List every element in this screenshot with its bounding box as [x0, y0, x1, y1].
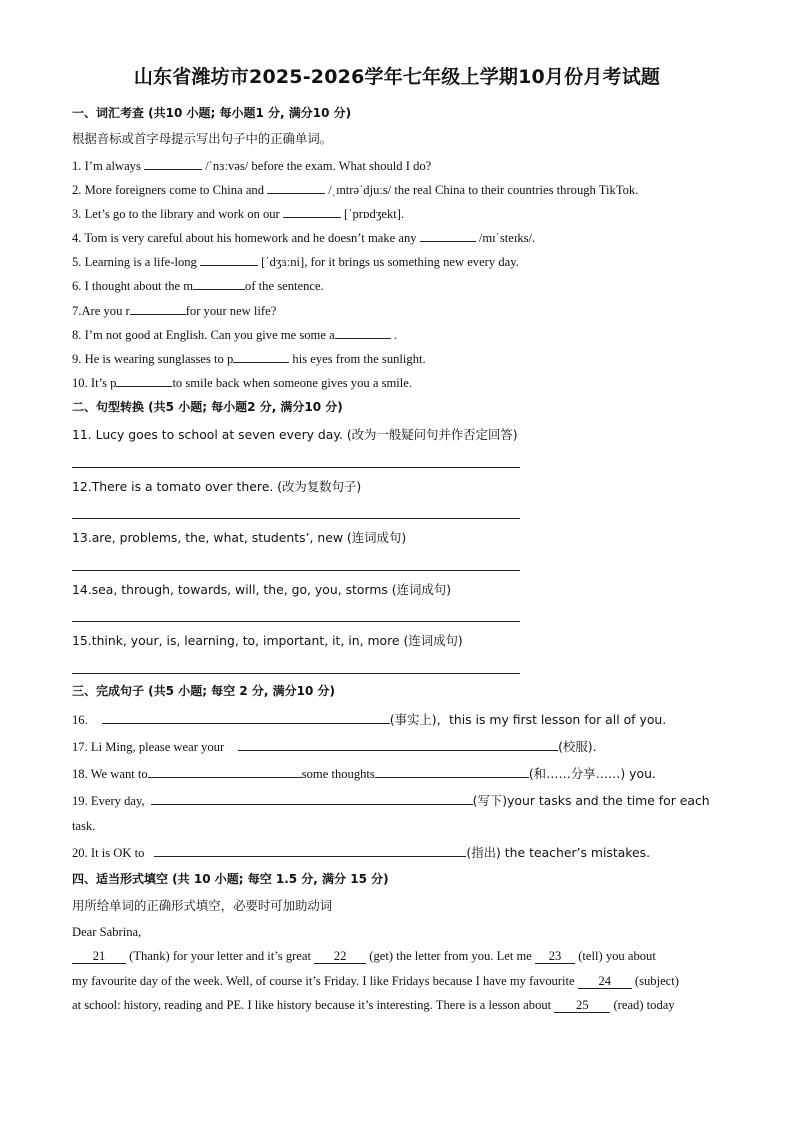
- question-text: of the sentence.: [245, 279, 324, 293]
- answer-line[interactable]: [72, 467, 520, 468]
- question-hint: (写下)your tasks and the time for each: [472, 793, 710, 808]
- passage-text: (read) today: [610, 998, 675, 1012]
- passage-text: (subject): [631, 974, 679, 988]
- question-text: 6. I thought about the m: [72, 279, 194, 293]
- question-text: .: [390, 328, 397, 342]
- question-5: [72, 253, 519, 270]
- question-9: [72, 350, 426, 367]
- question-text: his eyes from the sunlight.: [289, 352, 426, 366]
- section-heading-complete-sentences: 三、完成句子 (共5 小题; 每空 2 分, 满分10 分): [72, 684, 335, 698]
- answer-blank[interactable]: [335, 326, 391, 339]
- passage-text: my favourite day of the week. Well, of course it’s Friday. I like Fridays because I have my favourite: [72, 974, 578, 988]
- passage-line-3: [72, 997, 675, 1013]
- passage-text: (get) the letter from you. Let me: [366, 949, 536, 963]
- blank-22[interactable]: 22: [314, 949, 366, 964]
- question-14: 14.sea, through, towards, will, the, go, you, storms (连词成句): [72, 582, 452, 597]
- question-18: [72, 765, 656, 782]
- question-text: /ˈnɜːvəs/ before the exam. What should I do?: [202, 159, 432, 173]
- answer-line[interactable]: [72, 621, 520, 622]
- answer-blank[interactable]: [375, 765, 529, 778]
- answer-blank[interactable]: [233, 350, 289, 363]
- blank-23[interactable]: 23: [535, 949, 575, 964]
- question-text: 1. I’m always: [72, 159, 145, 173]
- section-instruction: 根据音标或首字母提示写出句子中的正确单词。: [72, 131, 333, 146]
- question-10: [72, 374, 412, 391]
- question-text: 20. It is OK to: [72, 846, 145, 860]
- question-text: 17. Li Ming, please wear your: [72, 740, 225, 754]
- section-heading-sentence-transformation: 二、句型转换 (共5 小题; 每小题2 分, 满分10 分): [72, 400, 343, 414]
- question-text: 9. He is wearing sunglasses to p: [72, 352, 234, 366]
- question-text: [ˈdʒɜːni], for it brings us something new every day.: [258, 255, 519, 269]
- question-text: some thoughts: [301, 767, 375, 781]
- question-8: [72, 326, 397, 343]
- blank-21[interactable]: 21: [72, 949, 126, 964]
- answer-blank[interactable]: [420, 229, 476, 242]
- section-heading-word-forms: 四、适当形式填空 (共 10 小题; 每空 1.5 分, 满分 15 分): [72, 872, 389, 886]
- question-text: /mɪˈsteɪks/.: [475, 231, 536, 245]
- answer-line[interactable]: [72, 570, 520, 571]
- question-15: 15.think, your, is, learning, to, important, it, in, more (连词成句): [72, 633, 463, 648]
- question-text: for your new life?: [185, 304, 277, 318]
- blank-24[interactable]: 24: [578, 974, 632, 989]
- answer-line[interactable]: [72, 518, 520, 519]
- answer-blank[interactable]: [193, 277, 245, 290]
- question-4: [72, 229, 535, 246]
- question-11: 11. Lucy goes to school at seven every day. (改为一般疑问句并作否定回答): [72, 427, 518, 442]
- answer-blank[interactable]: [154, 844, 466, 857]
- question-text: /ˌɪntrəˈdjuːs/ the real China to their countries through TikTok.: [325, 183, 639, 197]
- blank-25[interactable]: 25: [554, 998, 610, 1013]
- page-title: 山东省潍坊市2025-2026学年七年级上学期10月份月考试题: [133, 66, 661, 88]
- question-hint: (事实上): [389, 712, 437, 727]
- question-number: 16.: [72, 713, 88, 727]
- question-3: [72, 205, 404, 222]
- question-text: 7.Are you r: [72, 304, 130, 318]
- answer-blank[interactable]: [267, 181, 325, 194]
- answer-blank[interactable]: [130, 302, 186, 315]
- question-16: [72, 711, 666, 728]
- passage-line-2: [72, 973, 679, 989]
- question-hint: (指出) the teacher’s mistakes.: [466, 845, 651, 860]
- section-instruction: 用所给单词的正确形式填空，必要时可加助动词: [72, 898, 333, 913]
- passage-text: (Thank) for your letter and it’s great: [126, 949, 315, 963]
- question-19-continued: task.: [72, 819, 96, 833]
- question-1: [72, 157, 431, 174]
- question-text: 5. Learning is a life-long: [72, 255, 200, 269]
- question-7: [72, 302, 276, 319]
- question-hint: (校服).: [558, 739, 597, 754]
- question-13: 13.are, problems, the, what, students’, new (连词成句): [72, 530, 407, 545]
- answer-blank[interactable]: [151, 792, 473, 805]
- question-text: 18. We want to: [72, 767, 148, 781]
- passage-text: at school: history, reading and PE. I like history because it’s interesting. There is a lesson about: [72, 998, 555, 1012]
- question-text: 19. Every day,: [72, 794, 145, 808]
- answer-blank[interactable]: [148, 765, 302, 778]
- question-20: [72, 844, 650, 861]
- question-text: to smile back when someone gives you a smile.: [172, 376, 413, 390]
- question-text: 3. Let’s go to the library and work on our: [72, 207, 283, 221]
- question-text: [ˈprɒdʒekt].: [340, 207, 405, 221]
- answer-line[interactable]: [72, 673, 520, 674]
- question-17: [72, 738, 597, 755]
- answer-blank[interactable]: [116, 374, 172, 387]
- section-heading-vocabulary: 一、词汇考查 (共10 小题; 每小题1 分, 满分10 分): [72, 106, 352, 120]
- question-text: ，this is my first lesson for all of you.: [436, 712, 667, 727]
- question-text: 8. I’m not good at English. Can you give me some a: [72, 328, 335, 342]
- passage-line-1: [72, 948, 656, 964]
- letter-greeting: Dear Sabrina,: [72, 925, 142, 939]
- question-text: 10. It’s p: [72, 376, 117, 390]
- passage-text: (tell) you about: [575, 949, 656, 963]
- answer-blank[interactable]: [200, 253, 258, 266]
- question-text: 4. Tom is very careful about his homework and he doesn’t make any: [72, 231, 420, 245]
- answer-blank[interactable]: [283, 205, 341, 218]
- question-12: 12.There is a tomato over there. (改为复数句子): [72, 479, 362, 494]
- question-19: [72, 792, 710, 809]
- question-text: 2. More foreigners come to China and: [72, 183, 268, 197]
- question-hint: (和……分享……) you.: [528, 766, 656, 781]
- answer-blank[interactable]: [144, 157, 202, 170]
- answer-blank[interactable]: [238, 738, 558, 751]
- question-6: [72, 277, 324, 294]
- question-2: [72, 181, 638, 198]
- answer-blank[interactable]: [102, 711, 390, 724]
